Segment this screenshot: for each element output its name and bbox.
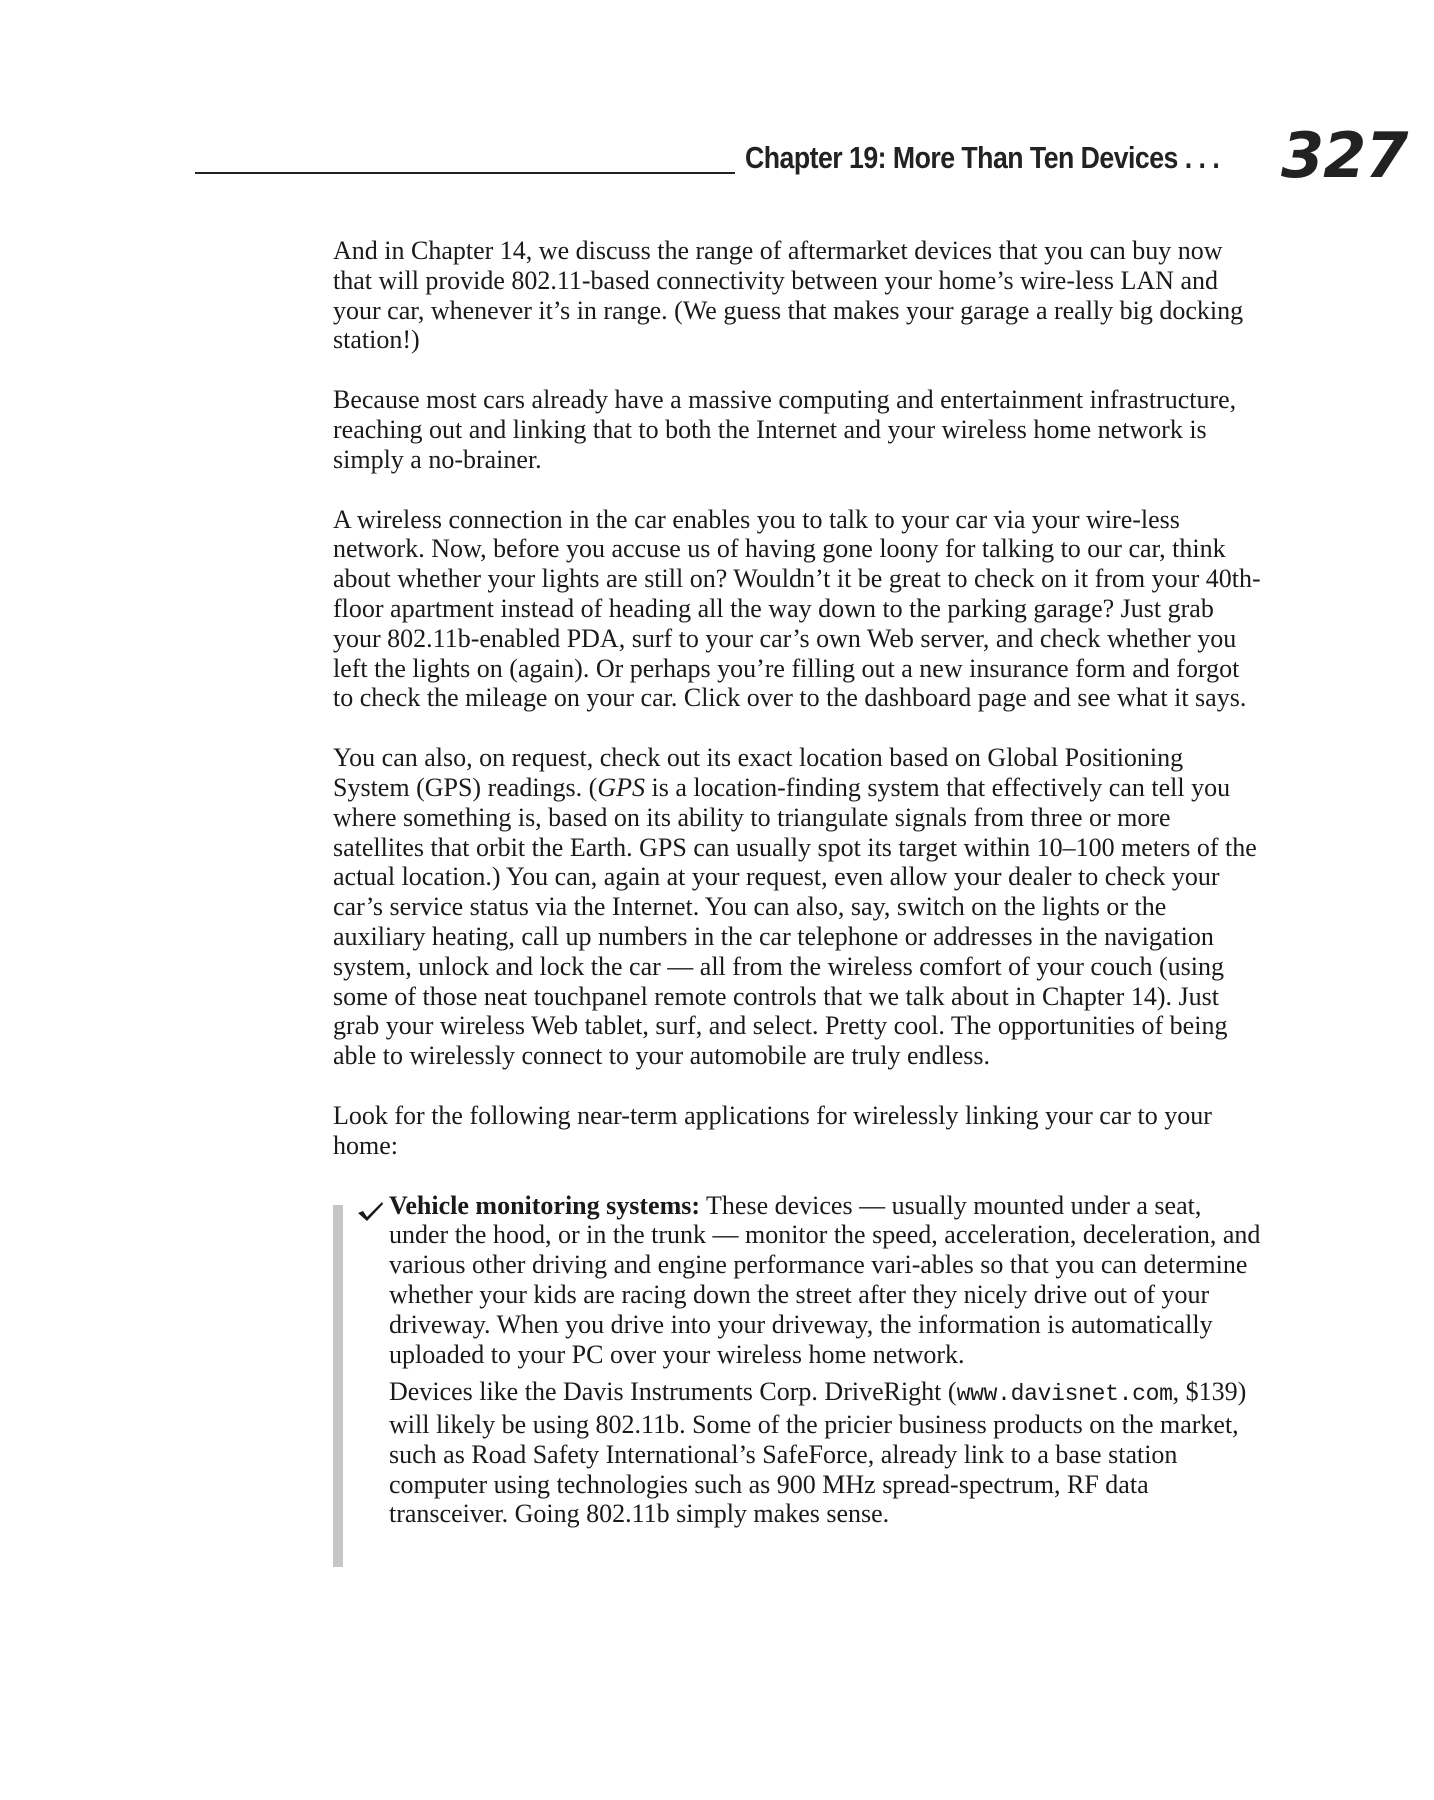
gps-text-after: is a location-finding system that effectively can tell you where something is, based on its ability to triangulate signals from three or more satellites that orbit the Earth. GPS can usually spot its target within 10–100 meters of the actual location.) You can, again at your request, even allow your dealer to check your car’s service status via the Internet. You can also, say, switch on the lights or the auxiliary heating, call up numbers in the car telephone or addresses in the navigation system, unlock and lock the car — all from the wireless comfort of your couch (using some of those neat touchpanel remote controls that we talk about in Chapter 14). Just grab your wireless Web tablet, surf, and select. Pretty cool. The opportunities of being able to wirelessly connect to your automobile are truly endless. — [333, 772, 1257, 1071]
header-rule — [195, 172, 735, 174]
followup-after: , $139) will likely be using 802.11b. Some of the pricier business products on the market, such as Road Safety International’s SafeForce, already link to a base station computer using technologies such as 900 MHz spread-spectrum, RF data transceiver. Going 802.11b simply makes sense. — [389, 1377, 1247, 1529]
paragraph-list-intro: Look for the following near-term applications for wirelessly linking your car to your home: — [333, 1100, 1212, 1160]
paragraph-infrastructure: Because most cars already have a massive computing and entertainment infrastructure, reaching out and linking that to both the Internet and your wireless home network is simply a no-brainer. — [333, 385, 1237, 474]
gps-text-before: You can also, on request, check out its exact location based on Global Positioning System (GPS) readings. ( — [333, 743, 1184, 802]
gps-term: GPS — [597, 772, 645, 802]
followup-before: Devices like the Davis Instruments Corp. DriveRight ( — [389, 1377, 957, 1407]
bullet-followup — [389, 1377, 1263, 1529]
checkmark-icon — [356, 1200, 384, 1222]
paragraph-wireless-connection: A wireless connection in the car enables you to talk to your car via your wire-less network. Now, before you accuse us of having gone loony for talking to our car, think about whether your lights are still on? Wouldn’t it be great to check on it from your 40th-floor apartment instead of heading all the way down to the parking garage? Just grab your 802.11b-enabled PDA, surf to your car’s own Web server, and check whether you left the lights on (again). Or perhaps you’re filling out a new insurance form and forgot to check the mileage on your car. Click over to the dashboard page and see what it says. — [333, 504, 1261, 713]
chapter-title: Chapter 19: More Than Ten Devices . . . — [745, 140, 1220, 175]
davisnet-link[interactable]: www.davisnet.com — [956, 1381, 1173, 1408]
paragraph-chapter14: And in Chapter 14, we discuss the range of aftermarket devices that you can buy now that will provide 802.11-based connectivity between your home’s wire-less LAN and your car, whenever it’s in range. (We guess that makes your garage a really big docking station!) — [333, 236, 1244, 355]
bullet-item-vehicle-monitoring — [389, 1191, 1263, 1370]
paragraph-gps — [333, 743, 1263, 1071]
bullet-side-bar — [333, 1205, 343, 1567]
bullet-lead: Vehicle monitoring systems: — [389, 1190, 701, 1220]
bullet-list — [333, 1191, 1263, 1530]
bullet-text: These devices — usually mounted under a seat, under the hood, or in the trunk — monitor the speed, acceleration, deceleration, and various other driving and engine performance vari-ables so that you can determine whether your kids are racing down the street after they nicely drive out of your driveway. When you drive into your driveway, the information is automatically uploaded to your PC over your wireless home network. — [389, 1190, 1261, 1369]
page-number: 327 — [1281, 119, 1408, 192]
body-text — [333, 236, 1263, 1537]
